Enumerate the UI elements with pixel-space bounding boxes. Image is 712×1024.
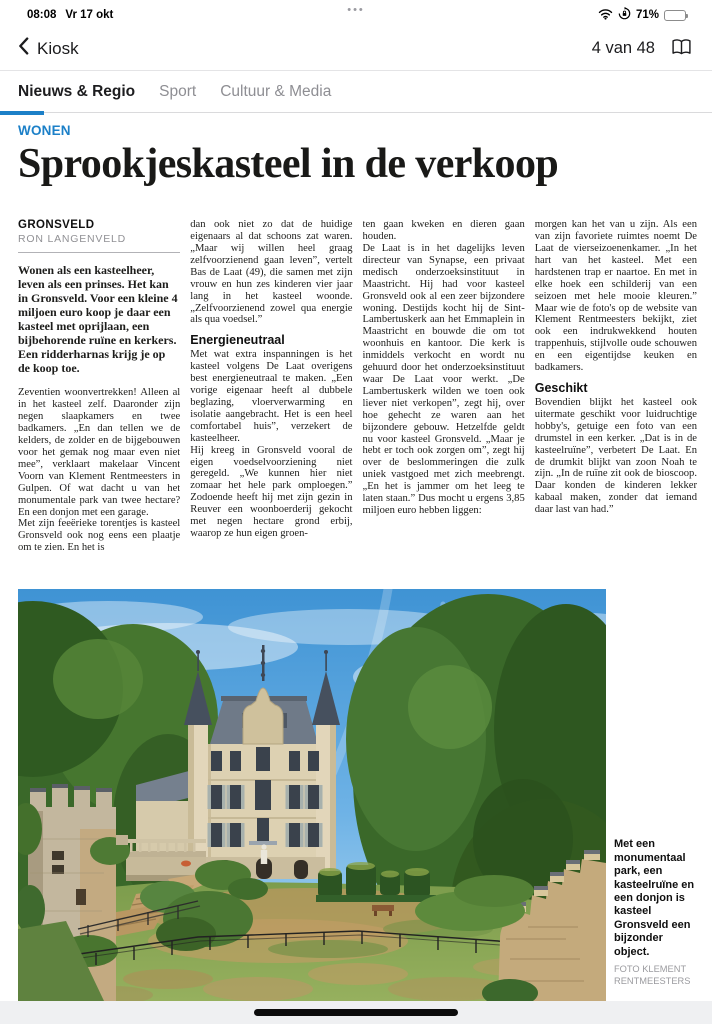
multitask-dots-icon: ••• — [347, 4, 365, 16]
paragraph: morgen kan het van u zijn. Als een van zijn favoriete ruimtes noemt De Laat de vierseizoenenkamer. „In het hart van het kasteel. Met een hardstenen trap er naartoe. En met in elke hoek een schilderij van een seizoen met hele mooie kleuren.” Maar wie de foto's op de website van Klement Rentmeesters bekijkt, ziet ook een indrukwekkend houten trappenhuis, stijlvolle oude schouwen en een eigentijdse keuken en badkamers. — [534, 219, 697, 374]
column-3 — [363, 219, 525, 565]
byline — [18, 219, 180, 253]
paragraph: ten gaan kweken en dieren gaan houden. — [362, 219, 525, 243]
subhead-geschikt: Geschikt — [534, 380, 588, 395]
status-left — [27, 9, 113, 21]
location-label: GRONSVELD — [18, 219, 95, 232]
back-label: Kiosk — [37, 38, 79, 58]
back-chevron-icon — [18, 37, 29, 60]
home-indicator[interactable] — [254, 1009, 458, 1016]
article-columns — [18, 219, 697, 565]
article-photo[interactable] — [18, 589, 606, 1001]
status-right — [598, 7, 686, 23]
date-label: Vr 17 okt — [65, 9, 114, 21]
photo-credit: FOTO KLEMENT RENTMEESTERS — [614, 964, 691, 986]
rotation-lock-icon — [618, 7, 631, 23]
paragraph: dan ook niet zo dat de huidige eigenaars al dat schoons zat waren. „Maar wij willen heel graag zelfvoorzienend gaan leven”, vertelt Bas de Laat (49), die samen met zijn vrouw en hun zes kinderen vier jaar lang in het kasteel woonde. „Zelfvoorzienend zowel qua energie als qua voedsel.” — [190, 219, 353, 326]
subhead-energieneutraal: Energieneutraal — [190, 333, 285, 348]
paragraph: Met wat extra inspanningen is het kasteel volgens De Laat overigens best energieneutraal te maken. „Een vorige eigenaar heeft al dubbele beglazing, vloerverwarming en isolatie aangebracht. Het is een heel comfortabel huis”, verzekert de kasteelheer. — [190, 349, 353, 444]
book-icon — [671, 38, 692, 59]
wifi-icon — [598, 8, 613, 23]
page-indicator: 4 van 48 — [591, 39, 655, 57]
page-title: Sprookjeskasteel in de verkoop — [18, 141, 559, 187]
battery-percent: 71% — [635, 9, 659, 21]
author-label: RON LANGENVELD — [18, 233, 127, 246]
active-tab-indicator — [0, 111, 44, 115]
photo-caption — [614, 838, 697, 1001]
battery-icon — [664, 10, 686, 21]
contents-button[interactable] — [671, 38, 692, 59]
intro-paragraph: Wonen als een kasteelheer, leven als een prinses. Het kan in Gronsveld. Voor een kleine 4 miljoen euro koop je daar een kasteel met oprijlaan, een bijbehorende ruïne en kerkers. Een ridderharnas krijg je op de koop toe. — [18, 263, 178, 375]
paragraph: Met zijn feeërieke torentjes is kasteel Gronsveld ook nog eens een plaatje om te zien. En het is — [18, 518, 181, 554]
clock: 08:08 — [27, 9, 57, 21]
back-button[interactable] — [18, 37, 79, 60]
paragraph: Zeventien woonvertrekken! Alleen al in het kasteel zelf. Daaronder zijn negen slaapkamers en twee badkamers. „En dan tellen we de kelders, de zolder en de bijgebouwen voor het gemak nog maar even niet mee”, verklaart makelaar Vincent Voorn van Klement Rentmeesters in Gulpen. Of wat dacht u van het monumentale park van twee hectare? En een donjon met een garage. — [18, 387, 181, 518]
column-2 — [190, 219, 352, 565]
statue — [261, 845, 267, 865]
paragraph: De Laat is in het dagelijks leven directeur van Synapse, een privaat medisch onderzoeksinstituut in Maastricht. Hij had voor kasteel Gronsveld ook al een zeer bijzondere woning. Destijds kocht hij de Sint-Lambertuskerk aan het Emmaplein in Maastricht en bouwde die om tot woonhuis en kantoor. Die kerk is inmiddels verkocht en wordt nu gehuurd door het onderzoeksinstituut waar De Laat voor werkt. „De Lambertuskerk wilden we toen ook liever niet verkopen”, zegt hij, over hoe gehecht ze waren aan het bijzondere gebouw. Hetzelfde geldt nu voor kasteel Gronsveld. „Maar je hebt er toch ook zorgen om”, zegt hij over de beslommeringen die zulk uniek vastgoed met zich meebrengt. „En het is jammer om het leeg te laten staan.” Dus mocht u ergens 3,85 miljoen euro hebben liggen: — [362, 243, 525, 516]
kicker: WONEN — [18, 123, 71, 138]
column-1 — [18, 219, 180, 565]
reader-toolbar — [0, 27, 712, 71]
section-tabs — [0, 71, 712, 113]
column-4 — [535, 219, 697, 565]
castle-photo-illustration — [18, 589, 606, 1001]
paragraph: Bovendien blijkt het kasteel ook uitermate geschikt voor luidruchtige hobby's, getuige een foto van een drumstel in een kerker. „Dat is in de kasteelruïne”, verbetert De Laat. En de drumkit blijkt van zoon Noah te zijn. „In de ruïne zit ook de bioscoop. Daar konden de kinderen lekker kabaal maken, zonder dat iemand daar last van had.” — [534, 396, 697, 516]
status-bar — [0, 0, 712, 27]
nav-right — [592, 38, 692, 59]
article — [0, 123, 712, 1001]
article-figure — [18, 589, 697, 1001]
tab-nieuws-regio[interactable]: Nieuws & Regio — [18, 82, 136, 100]
caption-text: Met een monumentaal park, een kasteelruïne en een donjon is kasteel Gronsveld een bijzonder object. — [614, 838, 695, 958]
tab-sport[interactable]: Sport — [159, 82, 197, 100]
tab-cultuur-media[interactable]: Cultuur & Media — [220, 82, 332, 100]
home-bar — [0, 1001, 712, 1024]
paragraph: Hij kreeg in Gronsveld vooral de eigen voedselvoorziening niet geregeld. „We kunnen hier niet zomaar het hele park omploegen.” Zodoende heeft hij met zijn gezin in Reuver een woonboerderij gekocht met negen hectare grond erbij, waarop ze hun eigen groen- — [190, 444, 353, 539]
